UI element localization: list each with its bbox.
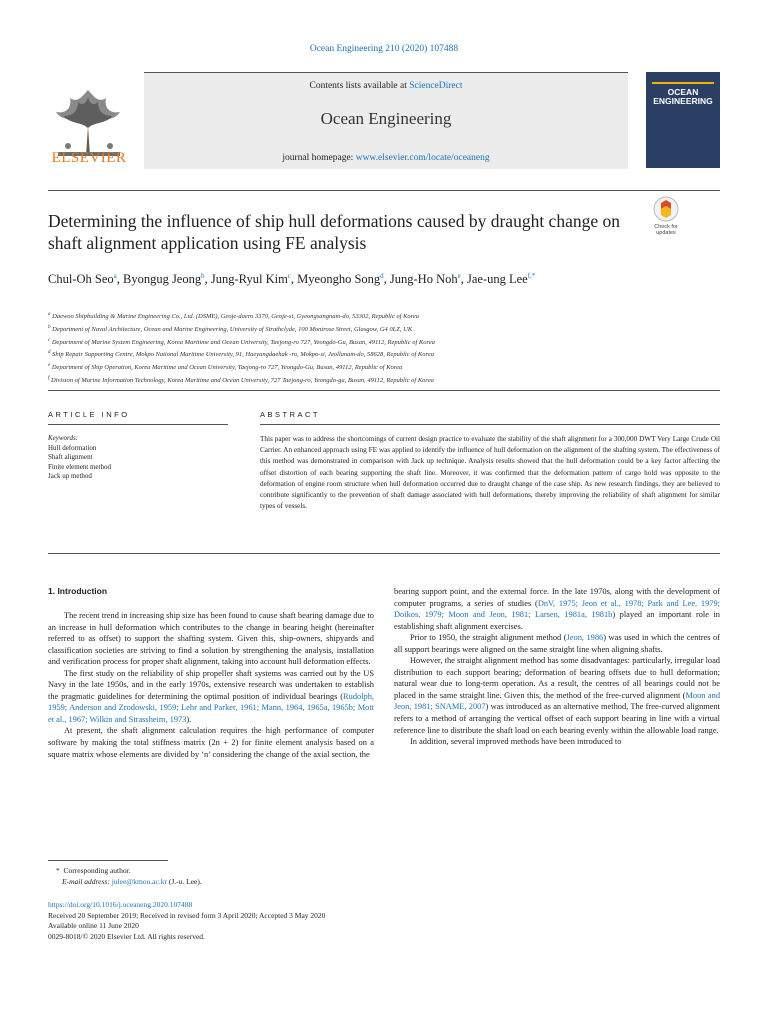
homepage-link[interactable]: www.elsevier.com/locate/oceaneng (355, 153, 490, 163)
affiliation-text: Department of Marine System Engineering, Korea Maritime and Ocean University, Taejong-ro 727, Yeongdo-Gu, Busan, 49112, Republic of Korea (51, 338, 435, 346)
contents-prefix: Contents lists available at (309, 81, 407, 91)
abstract-divider (48, 553, 720, 554)
cover-title (646, 88, 720, 106)
affiliation-item (48, 374, 728, 387)
cover-accent-line (652, 82, 714, 84)
citation-links[interactable]: Moon and Jeon, 1981; SNAME, 2007 (394, 690, 721, 712)
citation-links[interactable]: DnV, 1975; Jeon et al., 1978; Park and Lee, 1979; Doikos, 1979; Moon and Jeon, 1981; Larsen, 1981a, 1981b (394, 598, 721, 620)
cover-title-line1: OCEAN (667, 87, 699, 97)
affiliation-mark: d (48, 350, 51, 356)
affiliation-item (48, 361, 728, 374)
affiliation-item (48, 336, 728, 349)
author-name[interactable]: Myeongho Song (297, 272, 381, 287)
publication-info (48, 900, 325, 942)
available-online: Available online 11 June 2020 (48, 921, 139, 930)
affiliation-mark: a (48, 312, 51, 317)
received-dates: Received 20 September 2019; Received in revised form 3 April 2020; Accepted 3 May 2020 (48, 910, 326, 920)
intro-r2-end: ) was used in which the centres of all support bearings were aligned on the same straight line when aligning shafts. (394, 633, 720, 654)
asterisk-mark: * (56, 866, 64, 875)
author-separator: , (460, 272, 467, 287)
author-affiliation-mark[interactable]: c (287, 272, 291, 280)
journal-banner (48, 72, 628, 168)
intro-r1-end: ) played an important role in establishing shaft alignment exercises. (394, 610, 720, 631)
author-affiliation-mark[interactable]: b (201, 272, 205, 280)
footnote-rule (48, 860, 168, 861)
author-name[interactable]: Chul-Oh Seo (48, 272, 114, 287)
keywords-block (48, 434, 228, 482)
author-name[interactable]: Byongug Jeong (122, 272, 202, 287)
email-link[interactable]: julee@kmou.ac.kr (111, 876, 167, 886)
affiliation-mark: b (48, 324, 51, 330)
abstract-text: This paper was to address the shortcomings of current design practice to evaluate the stability of the shaft alignment for a 300,000 DWT Very Large Crude Oil Carrier. An enhanced approach using FE was applied to identify the influence of hull deformation on the alignment of the shafting system. The effectiveness of this method was demonstrated in comparison with Jack up technique. Analysis results showed that the hull deformation could be a key factor affecting the offset distortion of each bearing supporting the shaft line. Moreover, it was confirmed that the deformation pattern of cargo hold was opposite to the deformation of engine room structure when hull deformation occurred due to draught change of the case ship. As new research findings, they are believed to contribute significantly to the prevention of shaft damage associated with hull deformations, thereby improving the reliability of shaft alignment for similar types of vessels. (260, 435, 720, 511)
abstract-heading: ABSTRACT (260, 410, 321, 419)
email-suffix: (J.-u. Lee). (168, 876, 202, 886)
intro-paragraph-4 (394, 586, 720, 632)
keyword-item: Hull deformation (48, 443, 97, 452)
journal-name: Ocean Engineering (320, 109, 452, 128)
journal-reference-link[interactable]: Ocean Engineering 210 (2020) 107488 (309, 44, 459, 54)
intro-paragraph-1: The recent trend in increasing ship size has been found to cause shaft bearing damage due to an increase in hull deformation which contributes to the change in bearing height (hereinafter referred to as offset) to support the shafting system. Given this, ship-owners, shipyards and classification societies are striving to find a solution by strengthening the analysis, installation and verification process for proper shaft alignment, taking into account hull deformation effects. (48, 611, 374, 667)
intro-p2-end: ). (186, 714, 192, 724)
right-column (394, 586, 720, 748)
keyword-item: Shaft alignment (48, 453, 93, 461)
affiliation-text: Division of Marine Information Technology, Korea Maritime and Ocean University, 727 Taejong-ro, Yeongdo-gu, Busan, 49112, Republic of Korea (51, 376, 434, 384)
contents-available-line (144, 81, 628, 91)
author-name[interactable]: Jung-Ryul Kim (210, 272, 288, 287)
keyword-item: Finite element method (48, 462, 111, 471)
intro-r2-text: Prior to 1950, the straight alignment method ( (410, 633, 567, 643)
intro-paragraph-6 (394, 655, 720, 736)
keywords-label: Keywords: (48, 434, 79, 442)
corresponding-footnote (48, 866, 202, 887)
affiliation-item (48, 310, 728, 323)
check-updates-icon (653, 196, 679, 222)
corresponding-text: Corresponding author. (63, 866, 131, 875)
banner-center-panel (144, 72, 628, 169)
affiliation-text: Daewoo Shipbuilding & Marine Engineering Co., Ltd. (DSME), Geoje-daero 3370, Geoje-si, Gyeongsangnam-do, 53302, Republic of Korea (52, 313, 420, 321)
affiliation-mark: f (48, 375, 50, 381)
intro-paragraph-2 (48, 668, 374, 726)
journal-homepage-line (144, 153, 628, 163)
intro-paragraph-7: In addition, several improved methods have been introduced to (410, 737, 622, 747)
affiliation-text: Department of Naval Architecture, Ocean and Marine Engineering, University of Strathclyde, 100 Montrose Street, Glasgow, G4 0LZ, UK (52, 325, 413, 333)
abstract-rule (260, 424, 720, 425)
intro-r3-end: ) was introduced as an alternative method, The free-curved alignment refers to a method of arranging the vertical offset of each support bearing in line with a virtual reference line to distribute the shaft load on each bearing evenly within the allowable load range. (394, 702, 721, 735)
elsevier-wordmark: ELSEVIER (51, 150, 127, 166)
badge-line1: Check for (654, 224, 678, 230)
header-divider (48, 190, 720, 191)
cover-title-line2: ENGINEERING (653, 96, 713, 106)
doi-link[interactable]: https://doi.org/10.1016/j.oceaneng.2020.107488 (48, 900, 193, 909)
author-separator: , (383, 272, 390, 287)
author-separator: , (204, 272, 211, 287)
check-for-updates-badge[interactable] (646, 196, 686, 236)
intro-paragraph-5 (394, 632, 720, 655)
author-affiliation-mark[interactable]: e (457, 272, 461, 280)
author-affiliation-mark[interactable]: f,* (527, 272, 536, 280)
author-separator: , (116, 272, 123, 287)
author-affiliation-mark[interactable]: a (113, 272, 117, 280)
intro-paragraph-3: At present, the shaft alignment calculation requires the high performance of computer software by making the total stiffness matrix (2n + 2) for finite element analysis based on a square matrix whose elements are divided by ‘n’ considering the change of the axial section, the (48, 726, 374, 759)
author-list (48, 268, 608, 287)
email-line (48, 877, 202, 888)
corresponding-line (48, 866, 202, 877)
affiliation-item (48, 323, 728, 336)
citation-link[interactable]: Jeon, 1986 (566, 633, 604, 643)
author-affiliation-mark[interactable]: d (380, 272, 384, 280)
affiliation-text: Ship Repair Supporting Centre, Mokpo National Maritime University, 91, Haeyangdaehak -ro, Mokpo-si, Jeollanam-do, 58628, Republic of Korea (52, 351, 434, 359)
affiliation-item (48, 348, 728, 361)
article-title: Determining the influence of ship hull deformations caused by draught change on shaft alignment application using FE analysis (48, 211, 620, 253)
badge-line2: updates (656, 230, 676, 236)
email-label: E-mail address: (62, 876, 110, 886)
author-name[interactable]: Jung-Ho Noh (389, 272, 458, 287)
affiliation-mark: c (48, 337, 51, 343)
affiliation-mark: e (48, 363, 51, 368)
article-info-rule (48, 424, 228, 425)
copyright-line: 0029-8018/© 2020 Elsevier Ltd. All rights reserved. (48, 931, 205, 941)
affiliation-divider (48, 390, 720, 391)
affiliation-text: Department of Ship Operation, Korea Maritime and Ocean University, Taejong-ro 727, Yeongdo-Gu, Busan, 49112, Republic of Korea (51, 364, 403, 372)
homepage-prefix: journal homepage: (282, 153, 354, 163)
sciencedirect-link[interactable]: ScienceDirect (409, 81, 463, 91)
journal-cover-thumbnail[interactable] (646, 72, 720, 168)
author-separator: , (290, 272, 298, 287)
left-column (48, 610, 374, 760)
author-name[interactable]: Jae-ung Lee (466, 272, 528, 287)
article-info-heading: ARTICLE INFO (48, 410, 130, 419)
keyword-item: Jack up method (48, 472, 92, 480)
intro-r1-text: bearing support point, and the external force. In the late 1970s, along with the development of computer programs, a series of studies ( (394, 587, 720, 608)
intro-r3-text: However, the straight alignment method has some disadvantages: particularly, irregular load distribution to each support bearing; deformation of bearing offsets due to hull deformation; natural wear due to long-term operation. As a result, the centres of all bearings could not be placed in the same straight line. Given this, the method of the free-curved alignment ( (394, 656, 720, 700)
citation-links[interactable]: Rudolph, 1959; Anderson and Zrodowski, 1959; Lehr and Parker, 1961; Mann, 1964, 1965a, 1965b; Mott et al., 1967; Wilkin and Strassheim, 1973 (48, 691, 374, 724)
intro-p2-text: The first study on the reliability of ship propeller shaft systems was carried out by the US Navy in the late 1950s, and in the early 1970s, extensive research was undertaken to establish the pragmatic guidelines for determining the optimal position of individual bearings ( (48, 668, 374, 701)
affiliation-list (48, 310, 728, 387)
introduction-heading: 1. Introduction (48, 586, 108, 596)
